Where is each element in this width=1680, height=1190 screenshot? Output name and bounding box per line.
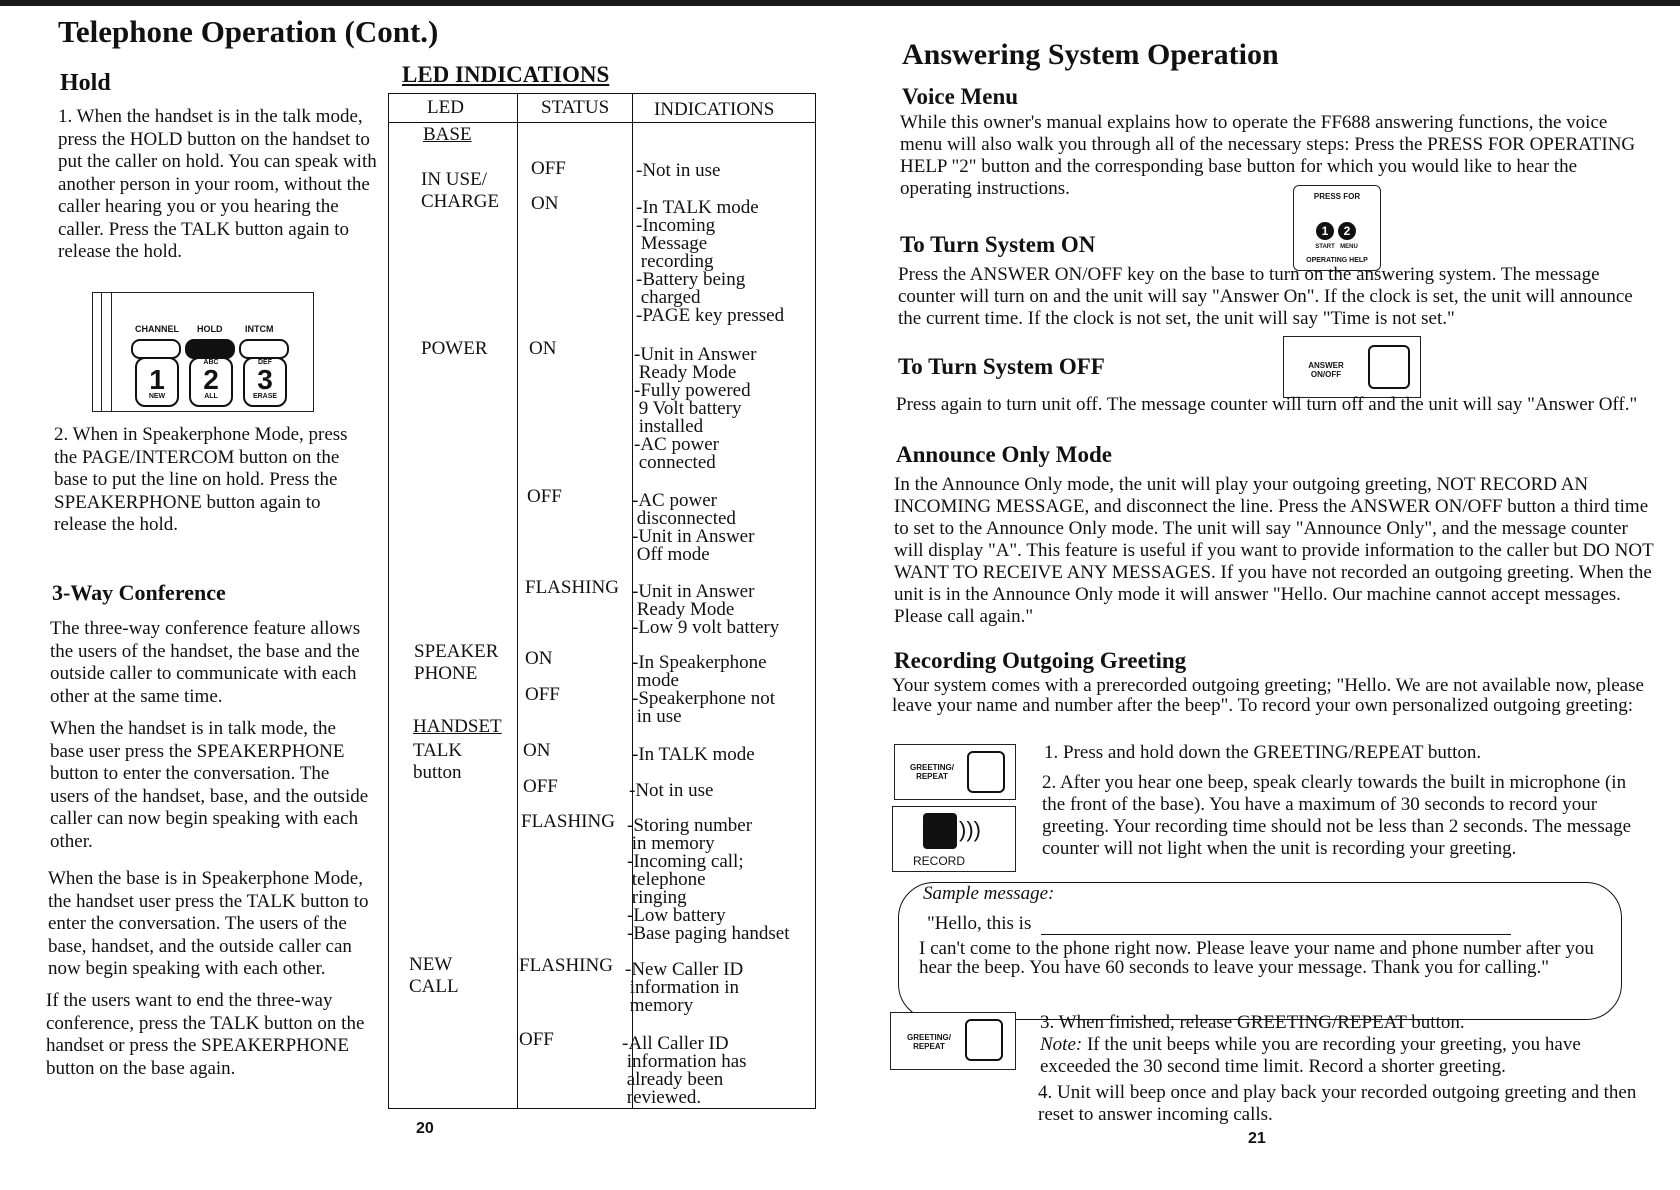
status-row: FLASHING bbox=[525, 577, 619, 598]
sample-message-title: Sample message: bbox=[923, 883, 1055, 904]
status-row: OFF bbox=[525, 684, 560, 705]
led-indications-table bbox=[388, 93, 816, 1109]
record-figure: ))) RECORD bbox=[892, 806, 1016, 872]
indication-cell: -In Speakerphone mode bbox=[632, 652, 767, 691]
turn-off-heading: To Turn System OFF bbox=[898, 354, 1105, 379]
status-row: ON bbox=[531, 193, 559, 214]
led-base: BASE bbox=[423, 124, 472, 145]
channel-label: CHANNEL bbox=[135, 324, 179, 334]
indication-cell: -In TALK mode -Incoming Message recording -Battery being charged -PAGE key pressed bbox=[636, 197, 785, 326]
hold-heading: Hold bbox=[60, 70, 111, 96]
turn-on-heading: To Turn System ON bbox=[900, 232, 1096, 257]
hold-label: HOLD bbox=[197, 324, 223, 334]
greeting-repeat-button-2[interactable]: GREETING/ REPEAT bbox=[890, 1012, 1016, 1070]
indication-cell: -New Caller ID information in memory bbox=[625, 959, 744, 1016]
note-label: Note: bbox=[1040, 1034, 1083, 1055]
status-row: OFF bbox=[519, 1029, 554, 1050]
status-row: FLASHING bbox=[521, 811, 615, 832]
channel-button[interactable] bbox=[131, 339, 181, 359]
page-number-right: 21 bbox=[1248, 1130, 1266, 1147]
status-row: OFF bbox=[531, 158, 566, 179]
led-talk-button: TALK button bbox=[413, 740, 463, 783]
key-2[interactable]: ABC 2 ALL bbox=[189, 357, 233, 407]
col-header-indications: INDICATIONS bbox=[654, 99, 775, 120]
voice-menu-text: While this owner's manual explains how to operate the FF688 answering functions, the voice menu will also walk you through all of the necessary steps: Press the PRESS FOR OPERATING HELP "2" button and the corresponding base button for which you would like to hear the operating instructions. bbox=[900, 112, 1636, 199]
col-header-status: STATUS bbox=[541, 97, 610, 118]
intcm-label: INTCM bbox=[245, 324, 274, 334]
led-speaker-phone: SPEAKER PHONE bbox=[414, 641, 499, 684]
note-text: If the unit beeps while you are recording your greeting, you have exceeded the 30 second time limit. Record a shorter greeting. bbox=[1040, 1034, 1581, 1077]
hold-paragraph-2: 2. When in Speakerphone Mode, press the PAGE/INTERCOM button on the base to put the line on hold. Press the SPEAKERPHONE button again to release the hold. bbox=[54, 424, 348, 535]
status-row: ON bbox=[529, 338, 557, 359]
greeting-repeat-button[interactable]: GREETING/ REPEAT bbox=[894, 744, 1016, 800]
indication-cell: -All Caller ID information has already been reviewed. bbox=[622, 1033, 747, 1108]
led-table-title: LED INDICATIONS bbox=[402, 62, 610, 87]
page-title-left: Telephone Operation (Cont.) bbox=[58, 14, 439, 49]
indication-cell: -Unit in Answer Ready Mode -Low 9 volt battery bbox=[632, 581, 780, 638]
col-header-led: LED bbox=[427, 97, 464, 118]
sound-waves-icon: ))) bbox=[959, 817, 981, 842]
indication-cell: -Not in use bbox=[636, 160, 721, 181]
sample-line-1: "Hello, this is bbox=[927, 913, 1032, 934]
key-3[interactable]: DEF 3 ERASE bbox=[243, 357, 287, 407]
turn-off-text: Press again to turn unit off. The message counter will turn off and the unit will say "Answer Off." bbox=[896, 394, 1638, 415]
key-1[interactable]: 1 NEW bbox=[135, 357, 179, 407]
indication-cell: -Unit in Answer Ready Mode -Fully powered 9 Volt battery installed -AC power connected bbox=[634, 344, 757, 473]
turn-on-text: Press the ANSWER ON/OFF key on the base to turn on the answering system. The message counter will turn on and the unit will say "Answer On". If the clock is set, the unit will announce the current time. If the clock is not set, the unit will say "Time is not set." bbox=[898, 264, 1633, 329]
greeting-intro: Your system comes with a prerecorded outgoing greeting; "Hello. We are not available now, please leave your name and number after the beep". To record your own personalized outgoing greeting: bbox=[892, 675, 1644, 716]
handset-keypad-figure bbox=[92, 292, 314, 412]
hold-button[interactable] bbox=[185, 339, 235, 359]
scan-top-edge bbox=[0, 0, 1680, 6]
conference-paragraph-3: When the base is in Speakerphone Mode, the handset user press the TALK button to enter the conversation. The users of the base, handset, and the outside caller can now begin speaking with each other. bbox=[48, 868, 369, 979]
sample-message-box bbox=[898, 882, 1622, 1020]
press-for-help-button[interactable]: PRESS FOR 1 2 START MENU OPERATING HELP bbox=[1293, 185, 1381, 271]
status-row: FLASHING bbox=[519, 955, 613, 976]
indication-cell: -AC power disconnected -Unit in Answer Off mode bbox=[632, 490, 755, 565]
greeting-heading: Recording Outgoing Greeting bbox=[894, 648, 1187, 673]
answer-on-off-button[interactable]: ANSWER ON/OFF bbox=[1283, 336, 1421, 398]
status-row: OFF bbox=[523, 776, 558, 797]
conference-heading: 3-Way Conference bbox=[52, 580, 226, 605]
indication-cell: -Storing number in memory -Incoming call; telephone ringing -Low battery -Base paging handset bbox=[627, 815, 790, 944]
led-new-call: NEW CALL bbox=[409, 954, 459, 997]
indication-cell: -In TALK mode bbox=[632, 744, 755, 765]
led-in-use-charge: IN USE/ CHARGE bbox=[421, 169, 500, 212]
greeting-step-4: 4. Unit will beep once and play back your recorded outgoing greeting and then reset to answer incoming calls. bbox=[1038, 1082, 1637, 1125]
led-handset: HANDSET bbox=[413, 716, 502, 737]
hold-paragraph-1: 1. When the handset is in the talk mode, press the HOLD button on the handset to put the caller on hold. You can speak with another person in your room, without the caller hearing you or you hearing the caller. Press the TALK button again to release the hold. bbox=[58, 106, 377, 262]
indication-cell: -Not in use bbox=[629, 780, 714, 801]
greeting-step-2: 2. After you hear one beep, speak clearly towards the built in microphone (in the front of the base). You have a maximum of 30 seconds to record your greeting. Your recording time should not be less than 2 seconds. The message counter will not light when the unit is recording your greeting. bbox=[1042, 772, 1632, 859]
page-title-right: Answering System Operation bbox=[902, 38, 1279, 71]
sample-line-2: I can't come to the phone right now. Please leave your name and phone number after you hear the beep. You have 60 seconds to leave your message. Thank you for calling." bbox=[919, 938, 1594, 978]
greeting-step-3: 3. When finished, release GREETING/REPEAT button. bbox=[1040, 1012, 1465, 1033]
name-blank-line bbox=[1041, 934, 1511, 935]
voice-menu-heading: Voice Menu bbox=[902, 84, 1019, 109]
status-row: OFF bbox=[527, 486, 562, 507]
conference-paragraph-2: When the handset is in talk mode, the base user press the SPEAKERPHONE button to enter the conversation. The users of the handset, base, and the outside caller can now begin speaking with each other. bbox=[50, 718, 369, 852]
page-number-left: 20 bbox=[416, 1120, 434, 1137]
microphone-icon bbox=[923, 813, 957, 849]
indication-cell: -Speakerphone not in use bbox=[632, 688, 775, 727]
conference-paragraph-4: If the users want to end the three-way conference, press the TALK button on the handset or press the SPEAKERPHONE button on the base again. bbox=[46, 990, 365, 1079]
conference-paragraph-1: The three-way conference feature allows the users of the handset, the base and the outside caller to communicate with each other at the same time. bbox=[50, 618, 361, 707]
intcm-button[interactable] bbox=[239, 339, 289, 359]
status-row: ON bbox=[523, 740, 551, 761]
announce-heading: Announce Only Mode bbox=[896, 442, 1112, 467]
status-row: ON bbox=[525, 648, 553, 669]
start-key[interactable]: 1 bbox=[1316, 222, 1334, 240]
greeting-note bbox=[1040, 1034, 1650, 1078]
menu-key[interactable]: 2 bbox=[1338, 222, 1356, 240]
led-power: POWER bbox=[421, 338, 488, 359]
greeting-step-1: 1. Press and hold down the GREETING/REPEAT button. bbox=[1044, 742, 1482, 763]
announce-text: In the Announce Only mode, the unit will play your outgoing greeting, NOT RECORD AN INCOMING MESSAGE, and disconnect the line. Press the ANSWER ON/OFF button a third time to set to the Announce Only mode. The unit will say "Announce Only", and the message counter will display "A". This feature is useful if you want to provide information to the caller but DO NOT WANT TO RECEIVE ANY MESSAGES. If you have not recorded an outgoing greeting. When the unit is in the Announce Only mode it will answer "Hello. Our machine cannot accept messages. Please call again." bbox=[894, 474, 1654, 627]
